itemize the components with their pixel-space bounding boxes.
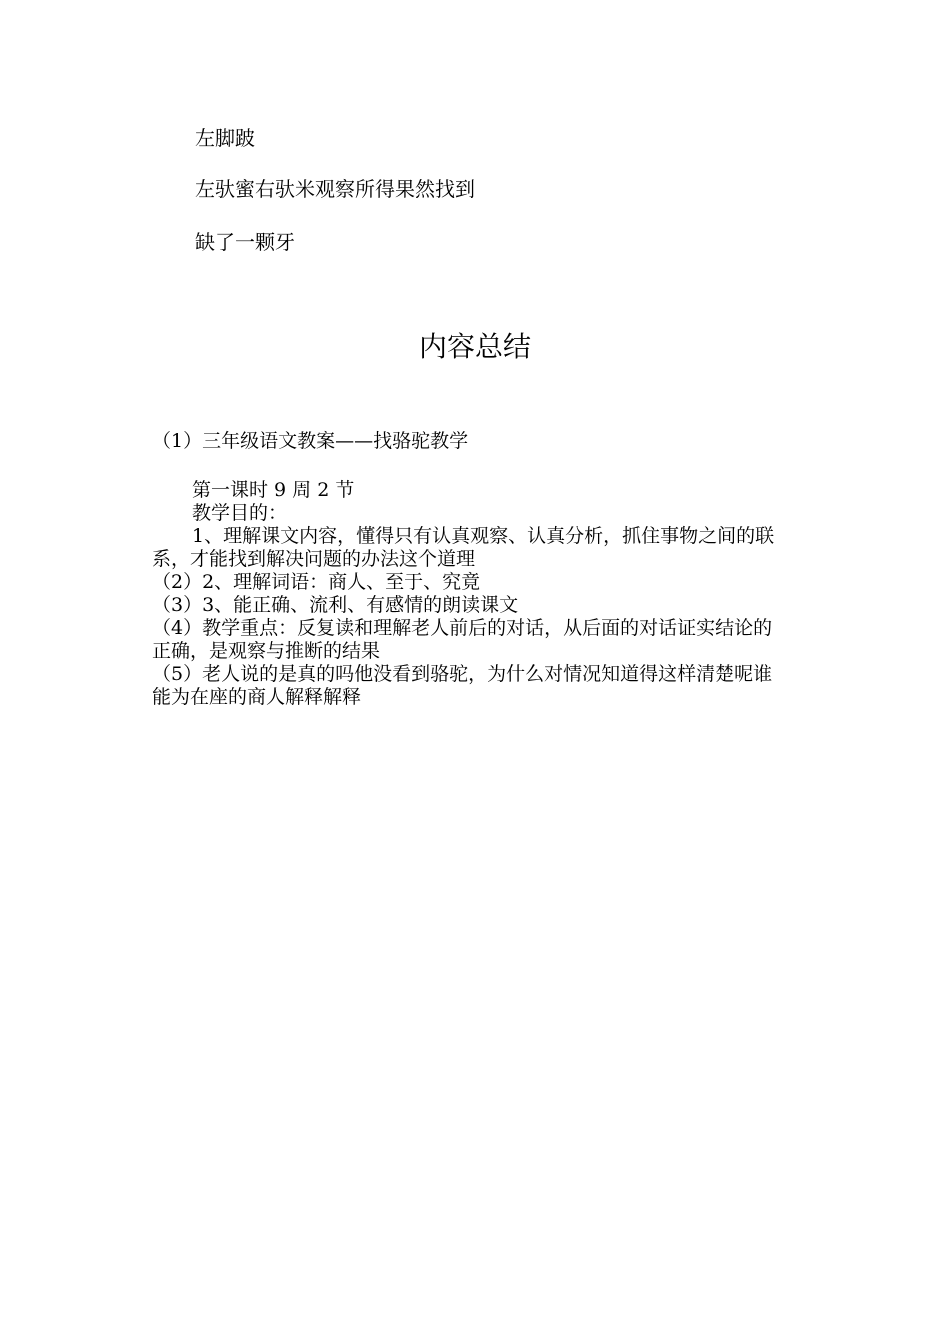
lesson-time: 第一课时 9 周 2 节 [192,479,355,501]
summary-content [152,430,784,709]
summary-item-2: （2）2、理解词语：商人、至于、究竟 [152,571,481,593]
section-title: 内容总结 [418,330,531,363]
summary-item-3: （3）3、能正确、流利、有感情的朗读课文 [152,594,519,616]
summary-item-1-heading: （1）三年级语文教案——找骆驼教学 [152,430,469,452]
text-line-missing-tooth: 缺了一颗牙 [195,230,295,254]
text-line-honey-rice-observation: 左驮蜜右驮米观察所得果然找到 [195,177,475,201]
text-line-lame-left-foot: 左脚跛 [195,126,255,150]
summary-item-5: （5）老人说的是真的吗他没看到骆驼，为什么对情况知道得这样清楚呢谁能为在座的商人解释解释 [152,663,773,708]
objective-1: 1、理解课文内容，懂得只有认真观察、认真分析，抓住事物之间的联系，才能找到解决问题的办法这个道理 [152,525,775,570]
summary-item-4: （4）教学重点：反复读和理解老人前后的对话，从后面的对话证实结论的正确，是观察与推断的结果 [152,617,773,662]
objective-label: 教学目的： [192,502,288,524]
